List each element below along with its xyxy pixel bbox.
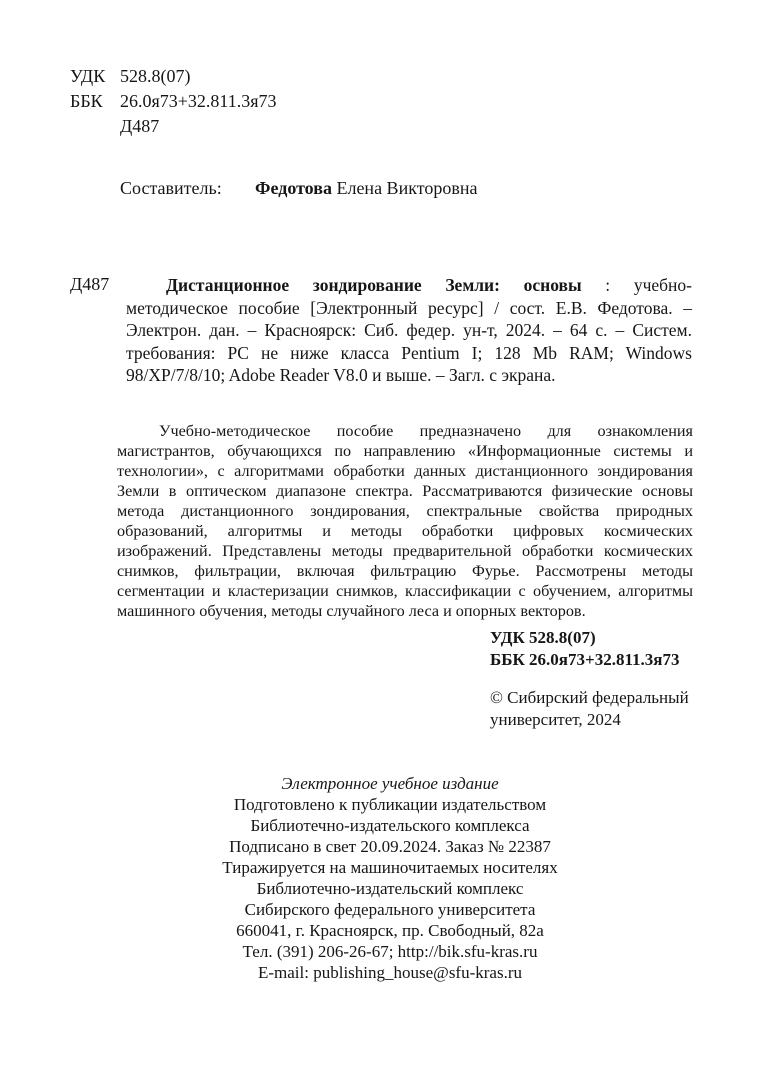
imprint-udk: УДК 528.8(07) [490, 628, 596, 647]
copyright-line-2: университет, 2024 [490, 710, 621, 729]
compiler-given-names: Елена Викторовна [336, 178, 478, 198]
compiler-row [120, 178, 477, 199]
classification-codes-block [70, 64, 277, 139]
colophon [20, 773, 760, 983]
colophon-line: Сибирского федерального университета [244, 900, 536, 919]
imprint-bbk: ББК 26.0я73+32.811.3я73 [490, 650, 680, 669]
compiler-surname: Федотова [255, 178, 332, 198]
catalog-author-sign: Д487 [70, 274, 110, 294]
publication-description: : учебно-методическое пособие [Электронный ресурс] / сост. Е.В. Федотова. – Электрон. дан. – Красноярск: Сиб. федер. ун-т, 2024. – 64 с. – Систем. требования: PC не ниже класса Pentium I; 128 Mb RAM; Windows 98/XP/7/8/10; Adobe Reader V8.0 и выше. – Загл. с экрана. [126, 275, 692, 385]
catalog-description [126, 274, 692, 387]
author-sign: Д487 [120, 116, 160, 136]
publication-title: Дистанционное зондирование Земли: основы [166, 275, 582, 295]
colophon-line: Подписано в свет 20.09.2024. Заказ № 22387 [229, 837, 551, 856]
edition-type: Электронное учебное издание [281, 774, 499, 793]
imprint-codes [490, 627, 689, 671]
catalog-entry [70, 274, 694, 387]
bbk-value: 26.0я73+32.811.3я73 [120, 91, 277, 111]
colophon-line: Библиотечно-издательский комплекс [256, 879, 524, 898]
colophon-line: Тел. (391) 206-26-67; http://bik.sfu-kras.ru [242, 942, 538, 961]
colophon-line: Библиотечно-издательского комплекса [250, 816, 530, 835]
colophon-line: E-mail: publishing_house@sfu-kras.ru [257, 963, 522, 982]
annotation-paragraph: Учебно-методическое пособие предназначено для ознакомления магистрантов, обучающихся по направлению «Информационные системы и технологии», с алгоритмами обработки данных дистанционного зондирования Земли в оптическом диапазоне спектра. Рассматриваются физические основы метода дистанционного зондирования, спектральные свойства природных образований, алгоритмы и методы обработки цифровых космических изображений. Представлены методы предварительной обработки космических снимков, фильтрации, включая фильтрацию Фурье. Рассмотрены методы сегментации и кластеризации снимков, классификации с обучением, алгоритмы машинного обучения, методы случайного леса и опорных векторов. [117, 422, 693, 620]
udk-label: УДК [70, 66, 106, 86]
colophon-line: Тиражируется на машиночитаемых носителях [222, 858, 558, 877]
bbk-label: ББК [70, 91, 103, 111]
colophon-line: 660041, г. Красноярск, пр. Свободный, 82а [236, 921, 544, 940]
compiler-label: Составитель: [120, 178, 222, 198]
udk-value: 528.8(07) [120, 66, 191, 86]
bbk-row [70, 89, 277, 114]
copyright-line-1: © Сибирский федеральный [490, 688, 689, 707]
colophon-line: Подготовлено к публикации издательством [233, 795, 547, 814]
copyright-notice [490, 687, 689, 731]
imprint-block [490, 627, 689, 731]
udk-row [70, 64, 277, 89]
